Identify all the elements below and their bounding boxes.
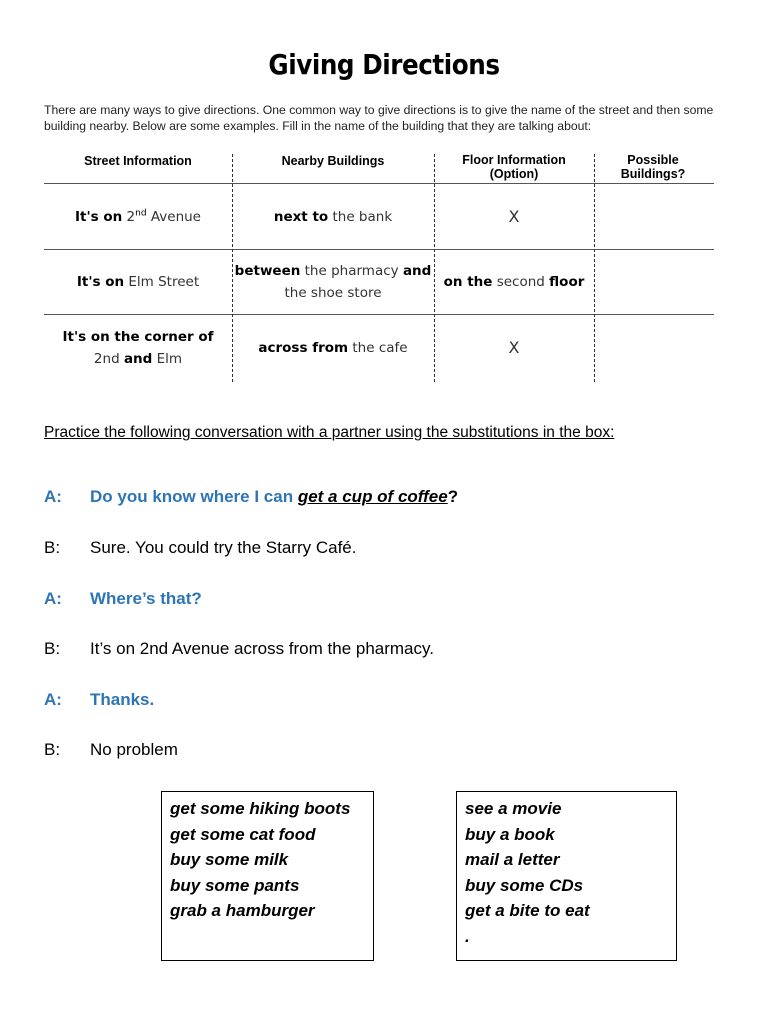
speaker-label: B: [44, 538, 61, 557]
nearby-text: the pharmacy [304, 263, 399, 279]
nearby-bold: and [402, 263, 432, 279]
table-row-2-floor [434, 250, 594, 314]
floor-bold: floor [549, 274, 585, 290]
nearby-text: the shoe store [284, 285, 382, 301]
substitution-item: grab a hamburger [170, 901, 315, 920]
line-text-start: Do you know where I can [90, 487, 298, 506]
speaker-label: A: [44, 690, 62, 709]
street-name: Elm Street [128, 274, 200, 290]
street-bold: It's on [76, 274, 125, 290]
header-nearby-buildings: Nearby Buildings [281, 154, 385, 168]
street-text: 2nd [93, 351, 120, 367]
substitution-phrase: get a cup of coffee [297, 487, 448, 506]
floor-bold: on the [443, 274, 493, 290]
table-row-3-possible [594, 315, 714, 381]
table-row-2-nearby [232, 250, 434, 314]
table-row-2-street [44, 250, 232, 314]
substitution-item: buy some pants [170, 875, 300, 895]
header-possible-buildings: Possible Buildings? [620, 153, 686, 181]
street-bold: It's on the corner of [62, 329, 214, 345]
speaker-label: A: [44, 589, 62, 608]
speaker-label: B: [44, 740, 61, 759]
street-bold: and [123, 351, 153, 367]
substitution-item: mail a letter [465, 850, 560, 869]
substitution-box-right [456, 791, 677, 961]
street-bold: It's on [74, 208, 123, 225]
substitution-item: get some hiking boots [170, 799, 351, 818]
substitution-item: buy some milk [170, 850, 289, 869]
table-row-2-possible [594, 250, 714, 314]
header-street-information: Street Information [84, 154, 192, 168]
header-floor-information: Floor Information (Option) [462, 153, 566, 181]
directions-table [44, 150, 714, 382]
speaker-label: B: [44, 639, 61, 658]
intro-paragraph: There are many ways to give directions. One common way to give directions is to give the name of the street and then some building nearby. Below are some examples. Fill in the name of the building that they are talking about: [44, 103, 714, 133]
line-text: No problem [90, 740, 178, 759]
nearby-text: the bank [332, 208, 393, 225]
table-row-1-nearby [232, 184, 434, 249]
practice-heading: Practice the following conversation with a partner using the substitutions in the box: [44, 424, 615, 441]
table-row-1-street [44, 184, 232, 249]
street-suffix: nd [135, 208, 147, 218]
page-title: Giving Directions [268, 48, 500, 81]
street-text: Elm [156, 351, 183, 367]
table-row-1-floor: X [508, 206, 520, 226]
table-row-3-street [44, 315, 232, 381]
nearby-bold: next to [273, 208, 329, 225]
street-number: 2 [126, 208, 136, 225]
substitution-box-left [161, 791, 374, 961]
line-text: Thanks. [90, 690, 155, 709]
line-text: It’s on 2nd Avenue across from the pharmacy. [90, 639, 434, 658]
substitution-item: see a movie [465, 799, 562, 818]
table-row-3-nearby [232, 315, 434, 381]
nearby-text: the cafe [352, 340, 408, 356]
line-text: Sure. You could try the Starry Café. [90, 538, 357, 557]
nearby-bold: between [234, 263, 301, 279]
nearby-bold: across from [258, 340, 349, 356]
substitution-item: buy a book [465, 824, 555, 844]
floor-text: second [496, 274, 545, 290]
substitution-item: get a bite to eat [465, 901, 590, 920]
substitution-item: . [465, 926, 470, 946]
speaker-label: A: [44, 487, 62, 506]
line-text: Where’s that? [90, 589, 202, 608]
line-text [90, 487, 458, 507]
line-text-end: ? [447, 487, 459, 506]
table-row-3-floor: X [508, 338, 520, 357]
substitution-item: buy some CDs [465, 875, 584, 895]
substitution-item: get some cat food [170, 824, 316, 844]
table-row-1-possible [594, 184, 714, 249]
street-name: Avenue [150, 208, 201, 225]
